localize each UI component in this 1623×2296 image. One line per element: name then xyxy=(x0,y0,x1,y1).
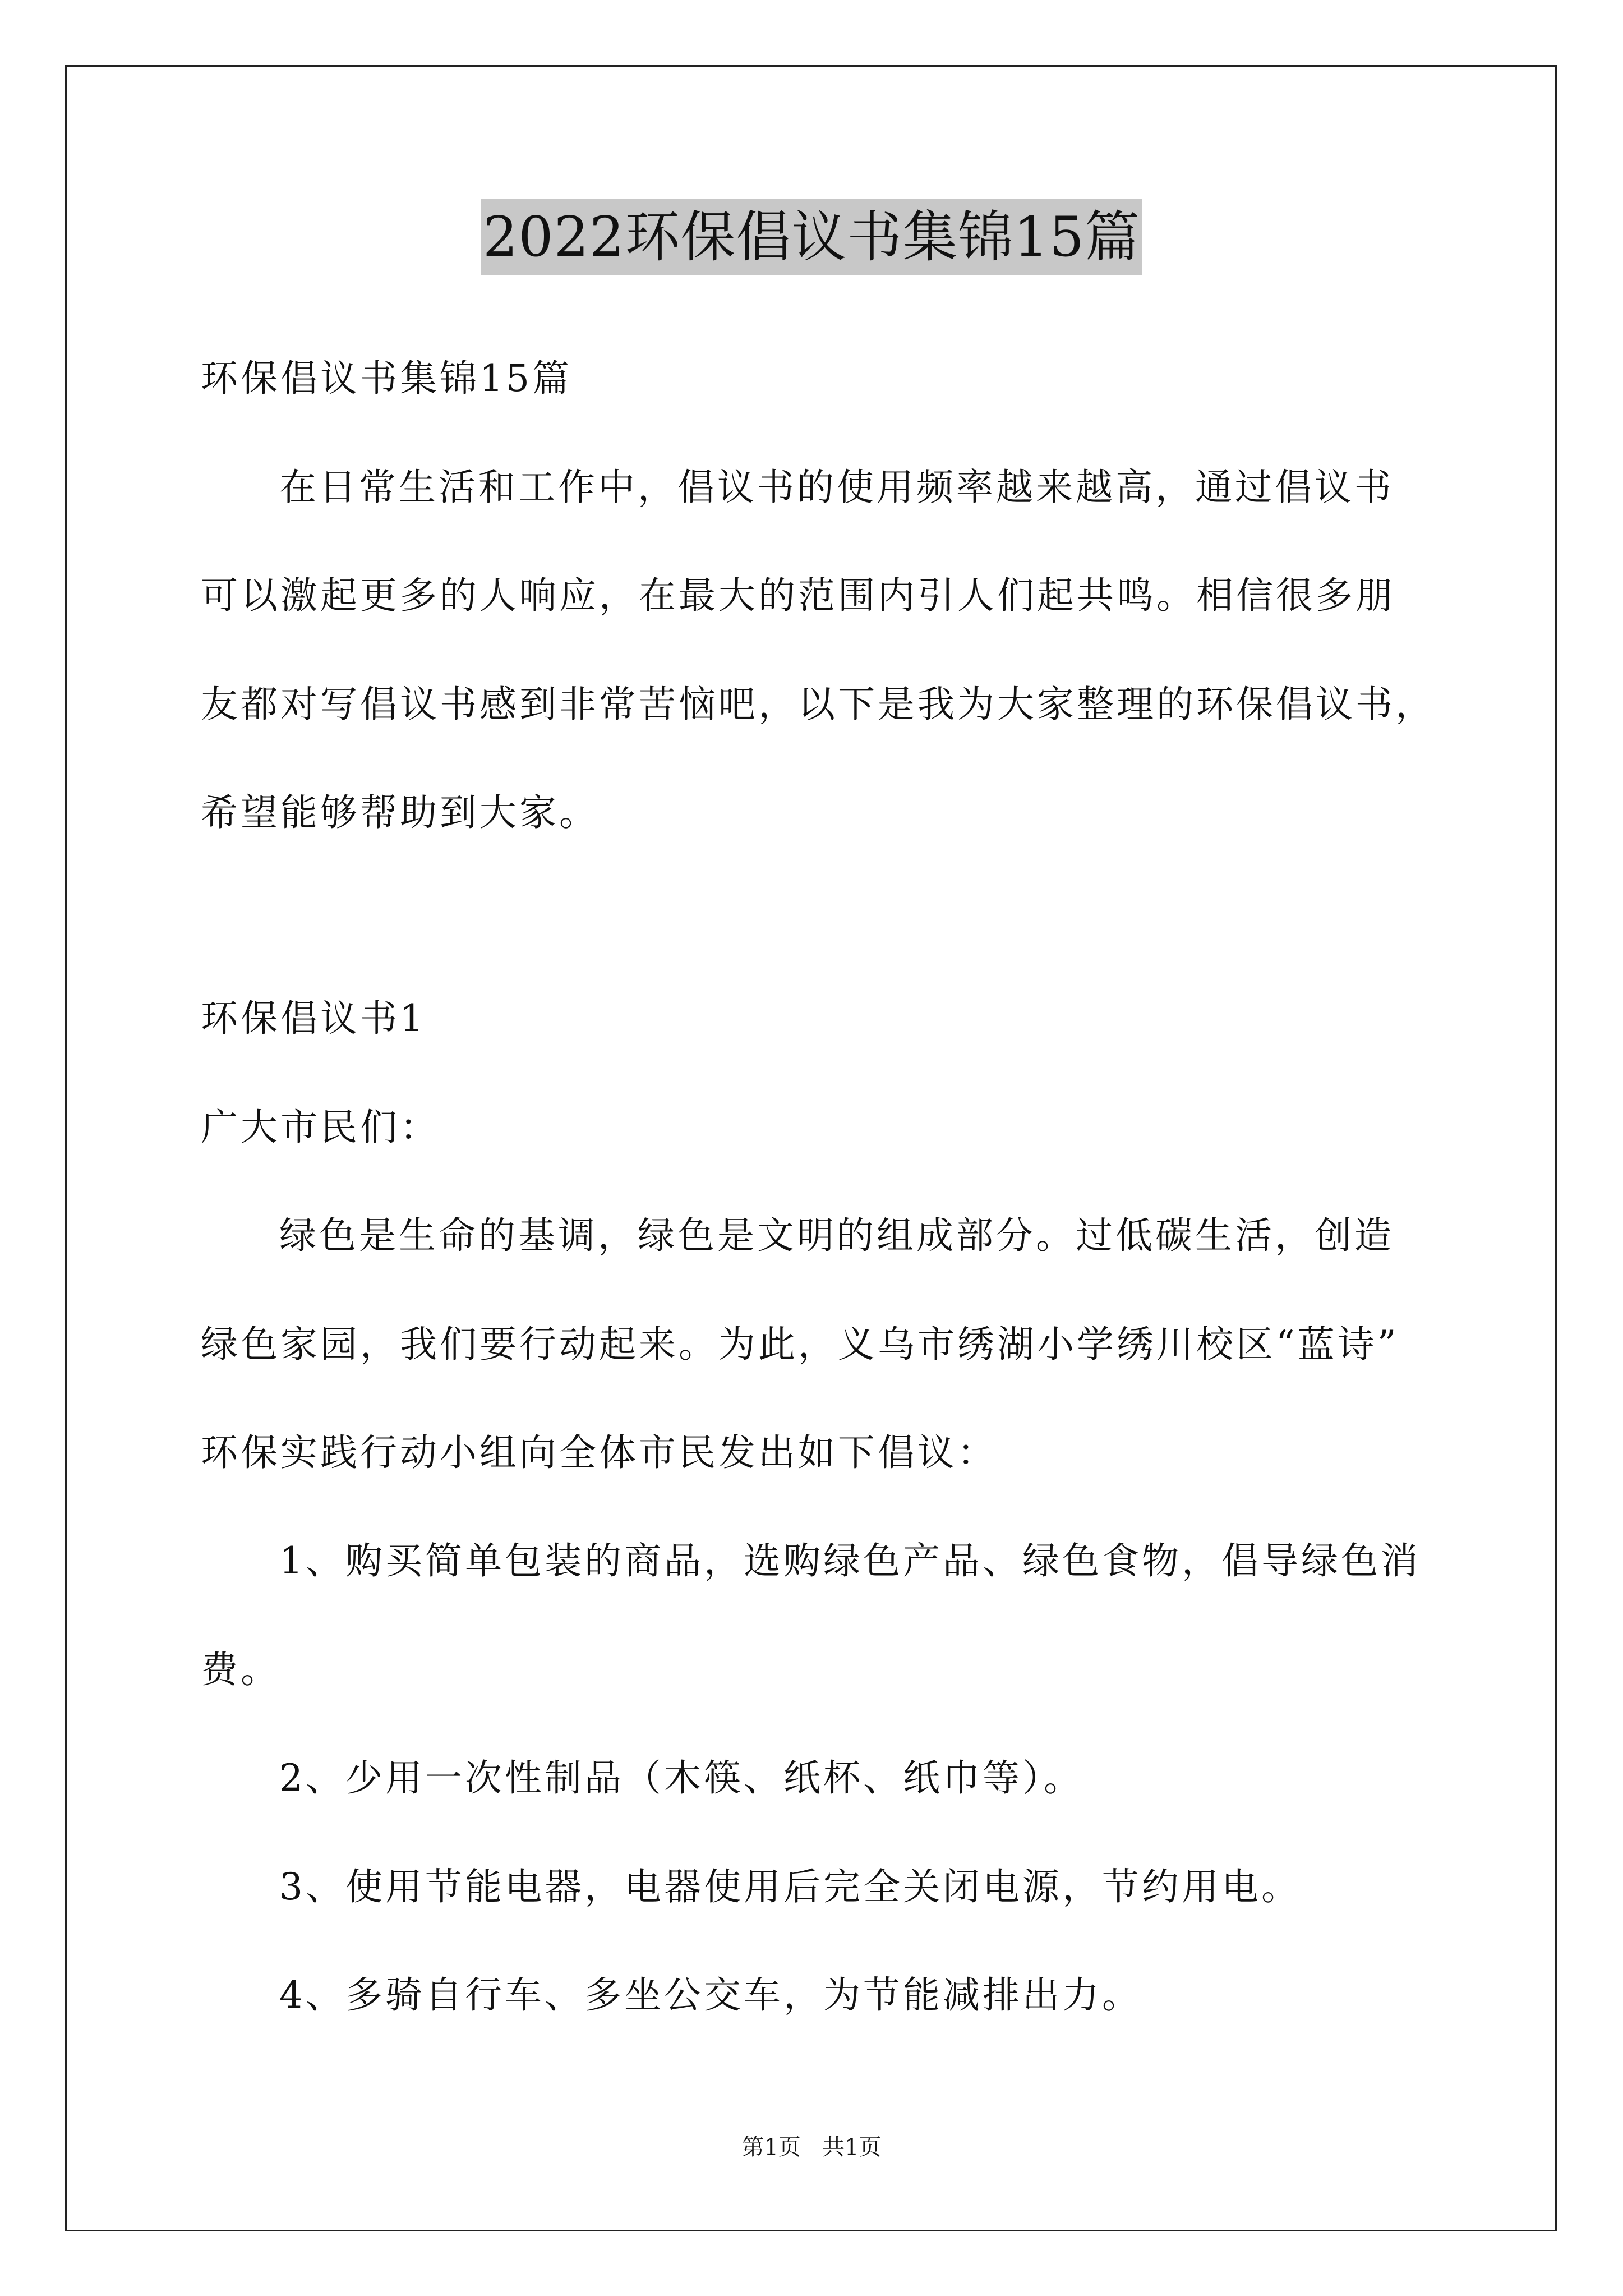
section-heading: 环保倡议书1 xyxy=(201,997,426,1040)
list-item: 3、使用节能电器，电器使用后完全关闭电源，节约用电。 xyxy=(279,1865,1301,1908)
list-item: 2、少用一次性制品（木筷、纸杯、纸巾等）。 xyxy=(279,1756,1083,1800)
document-subtitle: 环保倡议书集锦15篇 xyxy=(201,357,572,400)
body-paragraph-line: 绿色家园，我们要行动起来。为此，义乌市绣湖小学绣川校区“蓝诗” xyxy=(201,1323,1399,1366)
title-container xyxy=(0,199,1623,275)
intro-paragraph-line: 友都对写倡议书感到非常苦恼吧，以下是我为大家整理的环保倡议书， xyxy=(201,683,1435,726)
page-footer: 第1页 共1页 xyxy=(741,2134,882,2160)
intro-paragraph-line: 可以激起更多的人响应，在最大的范围内引人们起共鸣。相信很多朋 xyxy=(201,574,1395,617)
list-item: 1、购买简单包装的商品，选购绿色产品、绿色食物，倡导绿色消 xyxy=(279,1539,1421,1582)
body-paragraph-line: 绿色是生命的基调，绿色是文明的组成部分。过低碳生活，创造 xyxy=(279,1214,1394,1257)
intro-paragraph-line: 希望能够帮助到大家。 xyxy=(201,791,599,834)
intro-paragraph-line: 在日常生活和工作中，倡议书的使用频率越来越高，通过倡议书 xyxy=(279,466,1394,509)
document-title: 2022环保倡议书集锦15篇 xyxy=(481,199,1142,275)
list-item: 4、多骑自行车、多坐公交车，为节能减排出力。 xyxy=(279,1973,1142,2017)
salutation: 广大市民们： xyxy=(201,1106,440,1149)
list-item-continuation: 费。 xyxy=(201,1648,280,1691)
body-paragraph-line: 环保实践行动小组向全体市民发出如下倡议： xyxy=(201,1431,997,1474)
